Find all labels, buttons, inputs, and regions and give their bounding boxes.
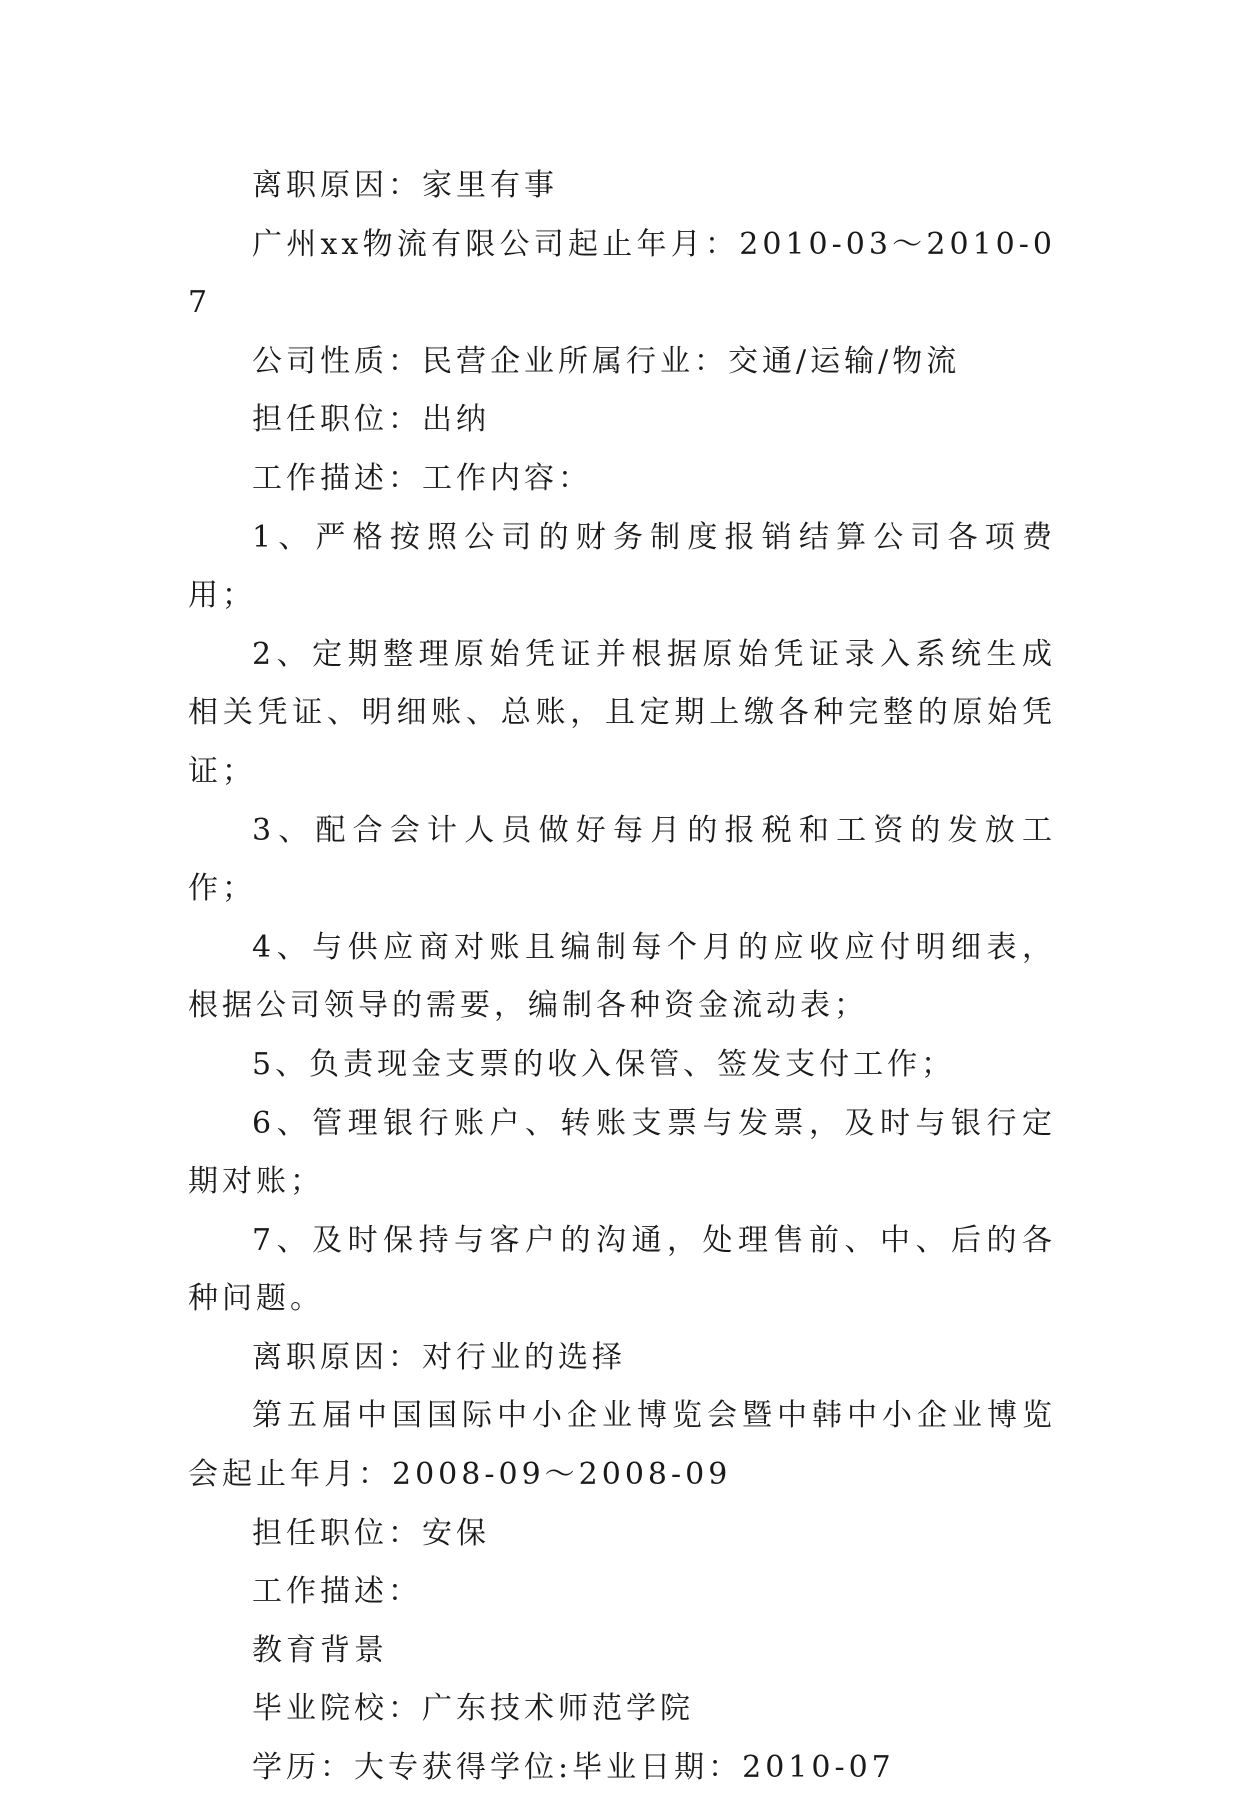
paragraph-leave-reason-2: 离职原因：对行业的选择 bbox=[252, 1339, 626, 1375]
paragraph-duty-5: 5、负责现金支票的收入保管、签发支付工作； bbox=[252, 1046, 956, 1082]
paragraph-duty-2: 2、定期整理原始凭证并根据原始凭证录入系统生成相关凭证、明细账、总账，且定期上缴各种完整的原始凭证； bbox=[188, 636, 1056, 789]
paragraph-degree-graduation: 学历：大专获得学位:毕业日期：2010-07 bbox=[252, 1750, 895, 1786]
paragraph-job-description-header: 工作描述：工作内容： bbox=[252, 460, 592, 496]
paragraph-leave-reason-1: 离职原因：家里有事 bbox=[252, 168, 558, 203]
paragraph-company-nature: 公司性质：民营企业所属行业：交通/运输/物流 bbox=[252, 343, 961, 379]
paragraph-company-period-guangzhou: 广州xx物流有限公司起止年月：2010-03～2010-07 bbox=[188, 226, 1056, 321]
paragraph-duty-7: 7、及时保持与客户的沟通，处理售前、中、后的各种问题。 bbox=[188, 1222, 1056, 1317]
paragraph-position-security: 担任职位：安保 bbox=[252, 1515, 490, 1551]
paragraph-expo-period: 第五届中国国际中小企业博览会暨中韩中小企业博览会起止年月：2008-09～2008-09 bbox=[188, 1398, 1056, 1493]
paragraph-school: 毕业院校：广东技术师范学院 bbox=[252, 1691, 694, 1727]
paragraph-duty-3: 3、配合会计人员做好每月的报税和工资的发放工作； bbox=[188, 812, 1056, 907]
paragraph-position-cashier: 担任职位：出纳 bbox=[252, 402, 490, 438]
paragraph-education-heading: 教育背景 bbox=[252, 1632, 388, 1668]
paragraph-duty-6: 6、管理银行账户、转账支票与发票，及时与银行定期对账； bbox=[188, 1105, 1056, 1200]
paragraph-job-description-empty: 工作描述： bbox=[252, 1574, 422, 1610]
document-body bbox=[188, 157, 1056, 1798]
paragraph-duty-1: 1、严格按照公司的财务制度报销结算公司各项费用； bbox=[188, 519, 1056, 614]
paragraph-duty-4: 4、与供应商对账且编制每个月的应收应付明细表，根据公司领导的需要，编制各种资金流动表； bbox=[188, 929, 1056, 1024]
